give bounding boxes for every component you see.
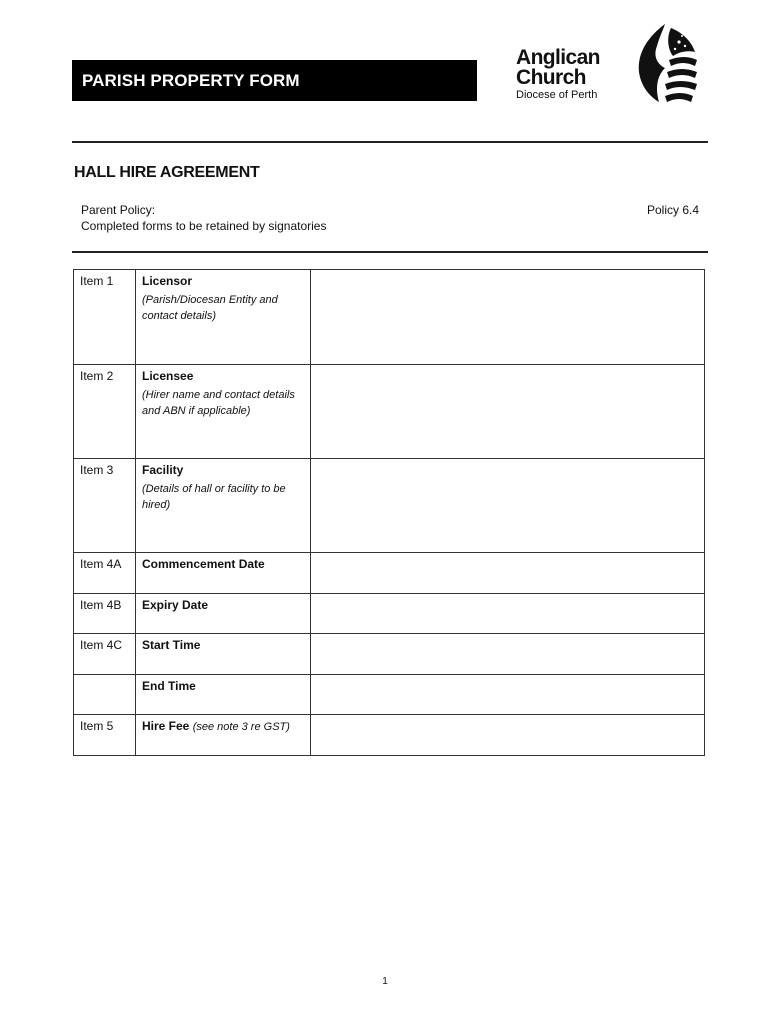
item-number: Item 5 (74, 715, 136, 756)
diocese-emblem-icon (635, 22, 699, 104)
end-time-input-cell[interactable] (311, 675, 705, 715)
field-label: End Time (142, 679, 196, 693)
banner-title: PARISH PROPERTY FORM (82, 70, 300, 90)
commencement-date-input-cell[interactable] (311, 553, 705, 594)
field-label-cell (136, 715, 311, 756)
hire-details-table (73, 269, 705, 756)
field-label: Facility (142, 463, 184, 477)
table-row (74, 594, 705, 634)
table-row (74, 553, 705, 594)
field-label-cell (136, 459, 311, 553)
item-number: Item 4C (74, 634, 136, 675)
field-label: Licensor (142, 274, 193, 288)
field-label: Commencement Date (142, 557, 265, 571)
table-row (74, 270, 705, 365)
parent-policy-label: Parent Policy: (81, 203, 156, 217)
item-number: Item 3 (74, 459, 136, 553)
table-row (74, 634, 705, 675)
policy-number: Policy 6.4 (646, 203, 699, 217)
item-number: Item 1 (74, 270, 136, 365)
licensee-input-cell[interactable] (311, 365, 705, 459)
field-note: (Hirer name and contact details and ABN if applicable) (142, 389, 295, 417)
item-number: Item 2 (74, 365, 136, 459)
field-note: (Parish/Diocesan Entity and contact details) (142, 294, 278, 322)
licensor-input-cell[interactable] (311, 270, 705, 365)
meta-divider (72, 251, 708, 253)
expiry-date-input-cell[interactable] (311, 594, 705, 634)
field-label: Hire Fee (142, 719, 190, 733)
item-number: Item 4A (74, 553, 136, 594)
item-number: Item 4B (74, 594, 136, 634)
hire-fee-input-cell[interactable] (311, 715, 705, 756)
logo-wordmark (516, 48, 600, 102)
field-note: (see note 3 re GST) (192, 721, 290, 733)
field-label: Expiry Date (142, 598, 209, 612)
field-label: Licensee (142, 369, 194, 383)
form-banner (72, 60, 477, 101)
page-title: HALL HIRE AGREEMENT (74, 164, 260, 181)
retention-note: Completed forms to be retained by signatories (81, 219, 327, 233)
header-divider (72, 141, 708, 143)
field-label-cell (136, 675, 311, 715)
policy-meta (81, 202, 326, 234)
table-row (74, 365, 705, 459)
field-label-cell (136, 553, 311, 594)
anglican-church-logo (516, 22, 706, 104)
start-time-input-cell[interactable] (311, 634, 705, 675)
field-label-cell (136, 594, 311, 634)
field-note: (Details of hall or facility to be hired) (142, 483, 286, 511)
table-row (74, 459, 705, 553)
table-row (74, 715, 705, 756)
page-number: 1 (382, 976, 388, 987)
logo-line-3: Diocese of Perth (516, 89, 598, 101)
logo-line-2: Church (516, 66, 586, 89)
facility-input-cell[interactable] (311, 459, 705, 553)
field-label-cell (136, 634, 311, 675)
field-label-cell (136, 270, 311, 365)
item-number (74, 675, 136, 715)
field-label-cell (136, 365, 311, 459)
logo-line-1: Anglican (516, 46, 600, 69)
table-row (74, 675, 705, 715)
field-label: Start Time (142, 638, 201, 652)
